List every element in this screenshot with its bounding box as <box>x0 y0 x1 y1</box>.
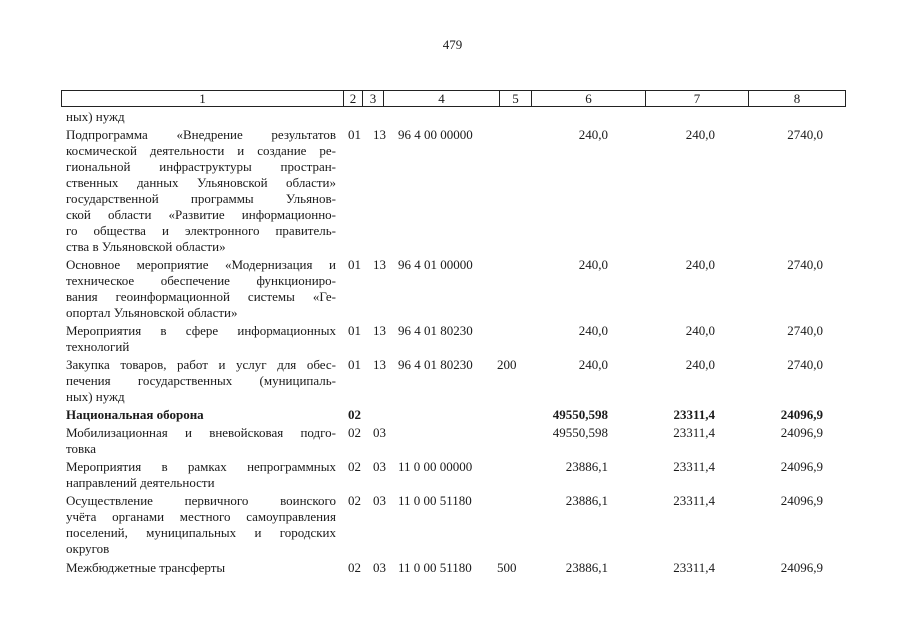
row-value-col6: 23886,1 <box>565 459 608 474</box>
row-value-col8: 2740,0 <box>787 257 823 272</box>
header-col-8: 8 <box>793 91 801 106</box>
row-subsection: 03 <box>373 459 386 474</box>
row-name-line: Подпрограмма «Внедрение результатов <box>66 127 336 142</box>
row-value-col7: 23311,4 <box>673 560 715 575</box>
row-target-article: 96 4 01 80230 <box>398 323 473 338</box>
row-value-col8: 2740,0 <box>787 323 823 338</box>
row-name-line: техническое обеспечение функциониро- <box>66 273 336 288</box>
row-name-line: вания геоинформационной системы «Ге- <box>66 289 336 304</box>
row-target-article: 96 4 00 00000 <box>398 127 473 142</box>
table-row <box>0 257 905 321</box>
row-value-col6: 240,0 <box>578 323 608 338</box>
row-name-line: направлений деятельности <box>66 475 215 490</box>
row-name-line: ных) нужд <box>66 109 125 124</box>
header-col-3: 3 <box>363 91 384 106</box>
row-name-line: печения государственных (муниципаль- <box>66 373 336 388</box>
row-value-col7: 23311,4 <box>673 493 715 508</box>
row-target-article: 96 4 01 00000 <box>398 257 473 272</box>
table-row <box>0 560 905 576</box>
row-subsection: 13 <box>373 323 386 338</box>
row-name-line: Мероприятия в сфере информационных <box>66 323 336 338</box>
table-row <box>0 109 905 125</box>
header-col-5: 5 <box>500 91 532 106</box>
row-value-col6: 240,0 <box>578 357 608 372</box>
table-row <box>0 323 905 355</box>
row-name-line: поселений, муниципальных и городских <box>66 525 336 540</box>
row-name-line: ства в Ульяновской области» <box>66 239 226 254</box>
table-header <box>61 90 846 107</box>
row-name-line: космической деятельности и создание ре- <box>66 143 336 158</box>
table-row <box>0 357 905 405</box>
row-name <box>66 257 336 321</box>
row-value-col8: 24096,9 <box>780 493 823 508</box>
table-body <box>0 109 905 576</box>
row-name <box>66 109 336 125</box>
table-row <box>0 425 905 457</box>
row-name-line: Межбюджетные трансферты <box>66 560 226 575</box>
table-row <box>0 459 905 491</box>
header-col-7: 7 <box>646 91 749 106</box>
row-name-line: ской области «Развитие информационно- <box>66 207 336 222</box>
row-name <box>66 323 336 355</box>
row-section: 02 <box>348 493 361 508</box>
table-row <box>0 127 905 255</box>
row-value-col8: 24096,9 <box>780 407 823 422</box>
row-value-col6: 240,0 <box>578 257 608 272</box>
row-name-line: товка <box>66 441 97 456</box>
header-col-4: 4 <box>384 91 500 106</box>
row-name-line: Осуществление первичного воинского <box>66 493 336 508</box>
row-name-line: технологий <box>66 339 130 354</box>
row-name <box>66 407 336 423</box>
header-col-2: 2 <box>344 91 363 106</box>
table-row <box>0 493 905 557</box>
row-name <box>66 425 336 457</box>
row-name-line: ственных данных Ульяновской области» <box>66 175 336 190</box>
row-name-line: го общества и электронного правитель- <box>66 223 336 238</box>
row-subsection: 13 <box>373 257 386 272</box>
row-value-col6: 49550,598 <box>552 407 608 422</box>
header-col-1: 1 <box>62 91 344 106</box>
row-name-line: ных) нужд <box>66 389 125 404</box>
row-name-line: Мобилизационная и вневойсковая подго- <box>66 425 336 440</box>
row-value-col7: 240,0 <box>685 127 715 142</box>
row-value-col8: 24096,9 <box>780 459 823 474</box>
row-value-col6: 49550,598 <box>552 425 608 440</box>
row-value-col7: 240,0 <box>685 257 715 272</box>
row-value-col6: 23886,1 <box>565 493 608 508</box>
row-name <box>66 127 336 255</box>
row-expense-type: 500 <box>497 560 517 575</box>
row-subsection: 13 <box>373 127 386 142</box>
row-target-article: 11 0 00 51180 <box>398 493 472 508</box>
row-name-line: учёта органами местного самоуправления <box>66 509 336 524</box>
row-subsection: 03 <box>373 493 386 508</box>
row-name <box>66 357 336 405</box>
row-name-line: Основное мероприятие «Модернизация и <box>66 257 336 272</box>
row-subsection: 03 <box>373 560 386 575</box>
row-section: 01 <box>348 323 361 338</box>
page-number: 479 <box>442 37 463 52</box>
row-name <box>66 459 336 491</box>
row-name-line: гиональной инфраструктуры простран- <box>66 159 336 174</box>
row-name-line: государственной программы Ульянов- <box>66 191 336 206</box>
row-section: 02 <box>348 425 361 440</box>
row-subsection: 03 <box>373 425 386 440</box>
row-value-col8: 2740,0 <box>787 127 823 142</box>
row-target-article: 96 4 01 80230 <box>398 357 473 372</box>
row-value-col8: 24096,9 <box>780 425 823 440</box>
row-value-col8: 2740,0 <box>787 357 823 372</box>
row-section: 01 <box>348 257 361 272</box>
row-section: 02 <box>348 560 361 575</box>
row-value-col6: 240,0 <box>578 127 608 142</box>
row-value-col7: 23311,4 <box>673 459 715 474</box>
row-section: 02 <box>348 407 361 422</box>
row-name-line: округов <box>66 541 110 556</box>
row-name-line: опортал Ульяновской области» <box>66 305 238 320</box>
row-value-col7: 240,0 <box>685 323 715 338</box>
row-target-article: 11 0 00 00000 <box>398 459 473 474</box>
row-section: 01 <box>348 357 361 372</box>
row-name <box>66 493 336 557</box>
row-name-line: Закупка товаров, работ и услуг для обес- <box>66 357 336 372</box>
row-value-col7: 23311,4 <box>673 407 715 422</box>
row-name <box>66 560 336 576</box>
row-section: 02 <box>348 459 361 474</box>
row-name-line: Мероприятия в рамках непрограммных <box>66 459 336 474</box>
row-name-line: Национальная оборона <box>66 407 204 422</box>
row-target-article: 11 0 00 51180 <box>398 560 472 575</box>
row-value-col7: 23311,4 <box>673 425 715 440</box>
row-value-col8: 24096,9 <box>780 560 823 575</box>
row-subsection: 13 <box>373 357 386 372</box>
row-value-col7: 240,0 <box>685 357 715 372</box>
row-expense-type: 200 <box>497 357 517 372</box>
row-value-col6: 23886,1 <box>565 560 608 575</box>
header-col-6: 6 <box>532 91 646 106</box>
row-section: 01 <box>348 127 361 142</box>
table-row <box>0 407 905 423</box>
